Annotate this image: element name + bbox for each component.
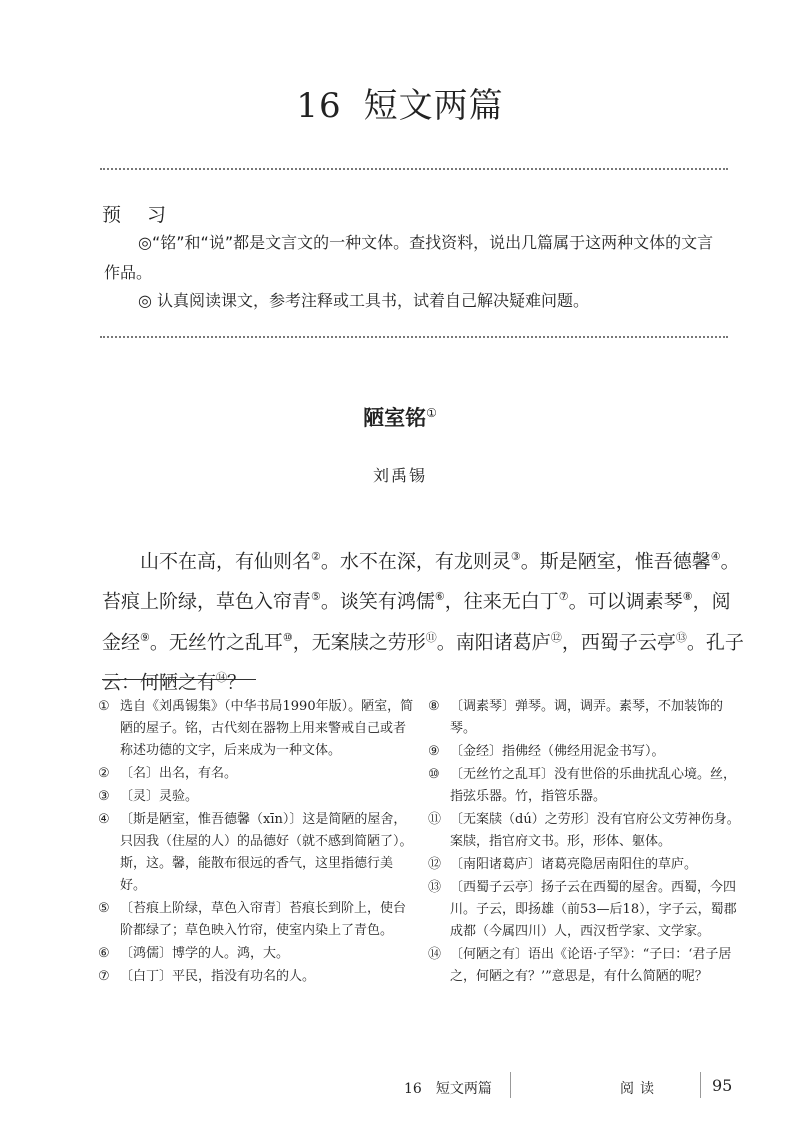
footnote-mark: ② — [98, 766, 110, 781]
footnote-text: 〔无案牍（dú）之劳形〕没有官府公文劳神伤身。案牍，指官府文书。形，形体、躯体。 — [450, 812, 740, 849]
essay-line — [102, 539, 740, 579]
essay-text: 。 — [720, 550, 740, 573]
footnote — [428, 696, 746, 740]
footnote-mark: ⑦ — [98, 969, 110, 984]
footnote-text: 〔白丁〕平民，指没有功名的人。 — [120, 969, 316, 984]
footer-separator — [510, 1072, 511, 1098]
footnote-mark: ④ — [98, 812, 110, 827]
footnote-text: 〔灵〕灵验。 — [120, 789, 199, 804]
footnote-text: 〔苔痕上阶绿，草色入帘青〕苔痕长到阶上，使台阶都绿了；草色映入竹帘，使室内染上了青色。 — [120, 901, 407, 938]
footnote — [428, 854, 746, 876]
essay-text: 。谈笑有鸿儒 — [320, 590, 435, 613]
footnote — [428, 944, 746, 988]
essay-text: 。南阳诸葛庐 — [436, 630, 551, 653]
footnotes-right-column — [428, 696, 746, 989]
footnote-text: 〔南阳诸葛庐〕诸葛亮隐居南阳住的草庐。 — [450, 857, 698, 872]
footnote-ref: ⑨ — [140, 630, 150, 644]
essay-title — [0, 402, 800, 432]
footnote-mark: ⑩ — [428, 767, 440, 782]
essay-text: 。斯是陋室，惟吾德馨 — [520, 550, 711, 573]
footnote — [428, 809, 746, 853]
footnote-ref: ③ — [510, 550, 521, 563]
footer-section-name: 阅读 — [620, 1081, 660, 1097]
footnote-ref: ⑬ — [675, 630, 687, 644]
footer-lesson-label: 16 短文两篇 — [404, 1081, 492, 1097]
essay-author: 刘禹锡 — [372, 466, 427, 485]
dotted-divider-bottom — [100, 336, 728, 338]
preview-item-1: ◎“铭”和“说”都是文言文的一种文体。查找资料，说出几篇属于这两种文体的文言作品。 — [104, 233, 714, 282]
footnote-mark: ⑨ — [428, 744, 440, 759]
lesson-title — [0, 78, 800, 127]
essay-line — [102, 620, 744, 660]
footnote-ref: ⑪ — [425, 630, 437, 644]
footnote — [98, 763, 416, 785]
lesson-number: 16 — [296, 86, 342, 126]
essay-text: ，阅 — [692, 590, 731, 613]
essay-text: ？ — [227, 671, 247, 694]
footer-separator — [700, 1072, 701, 1098]
footnote — [98, 809, 416, 897]
footnote-ref: ⑭ — [216, 670, 228, 684]
footnote — [98, 786, 416, 808]
footnote-mark: ⑪ — [428, 812, 442, 827]
essay-line — [102, 579, 730, 619]
preview-heading: 预 习 — [102, 204, 177, 226]
essay-title-text: 陋室铭 — [363, 406, 427, 430]
essay-text: 金经 — [102, 630, 141, 653]
footnote-mark: ③ — [98, 789, 110, 804]
essay-text: ，西蜀子云亭 — [561, 630, 676, 653]
essay-text: ，无案牍之劳形 — [292, 630, 426, 653]
footnote-text: 〔调素琴〕弹琴。调，调弄。素琴，不加装饰的琴。 — [450, 699, 724, 736]
footnote-ref: ⑦ — [558, 590, 569, 604]
essay-text: ，往来无白丁 — [444, 590, 559, 613]
footnote-ref: ⑫ — [550, 630, 562, 644]
footnote-text: 〔何陋之有〕语出《论语·子罕》：“子曰：‘君子居之，何陋之有？’”意思是，有什么简陋的呢？ — [450, 947, 732, 984]
footnote — [98, 898, 416, 942]
footnote-ref: ⑤ — [311, 590, 321, 604]
footnote-mark: ① — [98, 699, 110, 714]
footnote — [428, 764, 746, 808]
footnote-mark: ⑤ — [98, 901, 110, 916]
essay-text: 。无丝竹之乱耳 — [149, 630, 283, 653]
footnote-mark: ⑫ — [428, 857, 442, 872]
footnote — [428, 877, 746, 943]
dotted-divider-top — [100, 168, 728, 170]
essay-text: 山不在高，有仙则名 — [140, 550, 312, 573]
footnote-ref: ⑩ — [282, 630, 293, 644]
footnote-text: 〔西蜀子云亭〕扬子云在西蜀的屋舍。西蜀，今四川。子云，即扬雄（前53—后18），字子云，蜀郡成都（今属四川）人，西汉哲学家、文学家。 — [450, 880, 737, 939]
footnote-mark: ⑧ — [428, 699, 440, 714]
footnote-text: 选自《刘禹锡集》（中华书局1990年版）。陋室，简陋的屋子。铭，古代刻在器物上用来警戒自己或者称述功德的文字，后来成为一种文体。 — [120, 699, 414, 758]
footnote-mark: ⑭ — [428, 947, 442, 962]
essay-text: 苔痕上阶绿，草色入帘青 — [102, 590, 312, 613]
footnote — [98, 966, 416, 988]
footnote-ref: ② — [311, 550, 321, 563]
essay-text: 。水不在深，有龙则灵 — [320, 550, 511, 573]
essay-text: 云：何陋之有 — [102, 671, 217, 694]
footnote-ref: ⑥ — [434, 590, 445, 604]
essay-title-note: ① — [426, 406, 437, 420]
essay-body — [102, 539, 744, 700]
footnote-text: 〔斯是陋室，惟吾德馨（xīn）〕这是简陋的屋舍，只因我（住屋的人）的品德好（就不感到简陋了）。斯，这。馨，能散布很远的香气，这里指德行美好。 — [120, 812, 413, 893]
footnote-rule — [102, 679, 256, 680]
footnote-text: 〔名〕出名，有名。 — [120, 766, 238, 781]
footnote-ref: ⑧ — [682, 590, 693, 604]
footnote-text: 〔无丝竹之乱耳〕没有世俗的乐曲扰乱心境。丝，指弦乐器。竹，指管乐器。 — [450, 767, 737, 804]
footnotes-left-column — [98, 696, 416, 989]
footnote — [98, 696, 416, 762]
page-number: 95 — [712, 1076, 733, 1095]
footnote — [98, 943, 416, 965]
lesson-name: 短文两篇 — [363, 86, 504, 126]
footnote-text: 〔鸿儒〕博学的人。鸿，大。 — [120, 946, 290, 961]
preview-item-2: ◎ 认真阅读课文，参考注释或工具书，试着自己解决疑难问题。 — [138, 291, 590, 310]
essay-text: 。孔子 — [686, 630, 744, 653]
footnote-text: 〔金经〕指佛经（佛经用泥金书写）。 — [450, 744, 665, 759]
essay-text: 。可以调素琴 — [568, 590, 683, 613]
footnote-mark: ⑥ — [98, 946, 110, 961]
footnote-ref: ④ — [710, 550, 721, 563]
essay-line — [102, 660, 730, 700]
footnote — [428, 741, 746, 763]
footnote-mark: ⑬ — [428, 880, 442, 895]
